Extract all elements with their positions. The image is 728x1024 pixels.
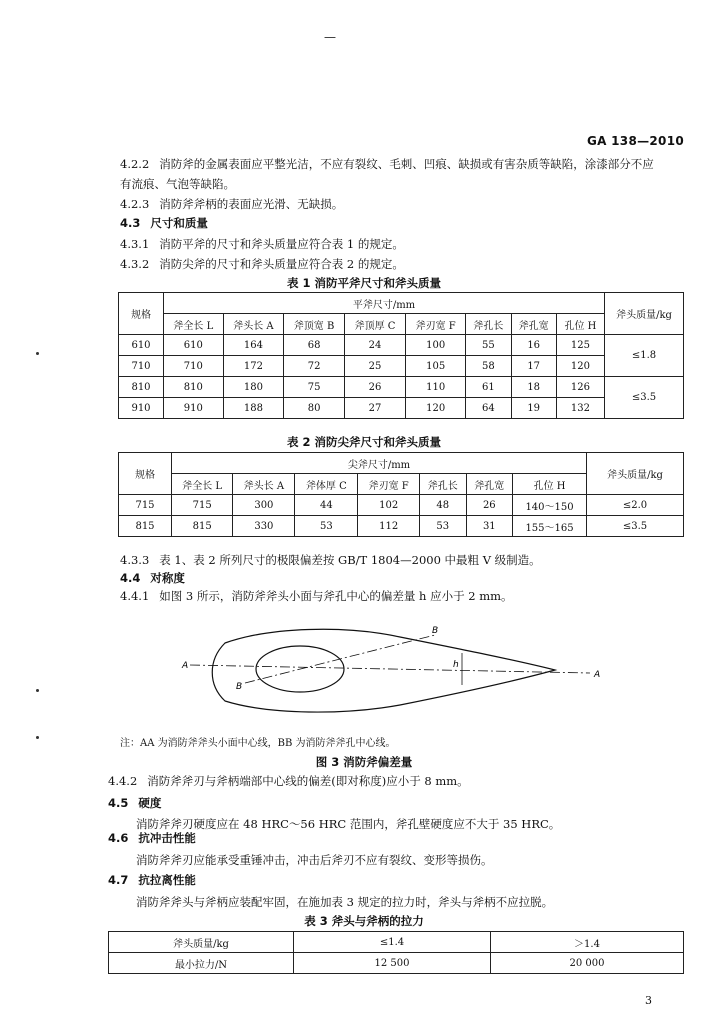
table-2-spec-header: 规格 [119,453,172,495]
figure-caption: 图 3 消防斧偏差量 [315,755,413,769]
table-1 [118,292,684,419]
label-b-left: B [236,682,243,692]
page-number: 3 [645,994,652,1007]
table-2-col-header: 孔位 H [513,474,587,495]
label-b-right: B [432,626,439,636]
axe-head-outline [212,629,555,712]
standard-number: GA 138—2010 [586,134,684,148]
table-2-cell: 300 [233,495,295,516]
table-1-cell: 26 [344,377,405,398]
clause-4-5-text: 消防斧斧刃硬度应在 48 HRC～56 HRC 范围内，斧孔壁硬度应不大于 35 HRC。 [136,817,561,831]
table-row [109,953,684,974]
table-2-cell: 112 [358,516,420,537]
table-row [119,398,684,419]
table-2-mass-header: 斧头质量/kg [587,453,684,495]
table-1-cell: 164 [223,335,284,356]
heading-4-7: 4.7 抗拉离性能 [108,873,196,887]
table-1-cell: 61 [466,377,511,398]
table-2-cell: 155～165 [513,516,587,537]
table-2-mass-cell: ≤3.5 [587,516,684,537]
table-1-caption: 表 1 消防平斧尺寸和斧头质量 [286,276,441,290]
clause-4-4-2: 4.4.2 消防斧斧刃与斧柄端部中心线的偏差(即对称度)应小于 8 mm。 [108,774,469,788]
table-1-cell: 64 [466,398,511,419]
table-3-cell: ＞1.4 [491,932,684,953]
table-2-caption: 表 2 消防尖斧尺寸和斧头质量 [286,435,441,449]
table-1-cell: 17 [511,356,556,377]
table-1-cell: 910 [119,398,164,419]
table-2-group-header: 尖斧尺寸/mm [172,453,587,474]
table-1-mass-cell: ≤3.5 [605,377,684,419]
label-h: h [453,660,459,670]
clause-4-2-3: 4.2.3 消防斧斧柄的表面应光滑、无缺损。 [120,197,344,211]
top-mark: — [324,30,336,44]
table-2-cell: 26 [466,495,513,516]
clause-4-7-text: 消防斧斧头与斧柄应装配牢固，在施加表 3 规定的拉力时，斧头与斧柄不应拉脱。 [136,895,554,909]
table-2-cell: 102 [358,495,420,516]
table-1-cell: 810 [119,377,164,398]
table-2-cell: 815 [172,516,233,537]
table-3-cell: 20 000 [491,953,684,974]
table-1-cell: 132 [556,398,604,419]
table-1-cell: 710 [119,356,164,377]
table-2-col-header: 斧全长 L [172,474,233,495]
table-2 [118,452,684,537]
table-1-cell: 18 [511,377,556,398]
table-2-cell: 31 [466,516,513,537]
table-1-cell: 180 [223,377,284,398]
table-1-cell: 126 [556,377,604,398]
table-1-cell: 55 [466,335,511,356]
table-1-cell: 910 [164,398,224,419]
table-3-label: 最小拉力/N [109,953,294,974]
table-1-cell: 172 [223,356,284,377]
figure-note: 注：AA 为消防斧斧头小面中心线，BB 为消防斧斧孔中心线。 [120,738,396,749]
heading-4-5: 4.5 硬度 [108,796,162,810]
table-1-col-header: 斧全长 L [164,314,224,335]
scan-speck [36,736,39,739]
table-2-cell: 53 [295,516,358,537]
table-3-label: 斧头质量/kg [109,932,294,953]
table-1-spec-header: 规格 [119,293,164,335]
table-2-cell: 44 [295,495,358,516]
table-1-col-header: 斧头长 A [223,314,284,335]
table-1-cell: 68 [284,335,345,356]
table-1-cell: 110 [406,377,466,398]
table-1-cell: 810 [164,377,224,398]
table-1-cell: 105 [406,356,466,377]
table-1-cell: 80 [284,398,345,419]
table-1-cell: 188 [223,398,284,419]
table-2-col-header: 斧孔长 [420,474,467,495]
clause-4-2-2-line-2: 有流痕、气泡等缺陷。 [120,177,235,191]
table-1-cell: 125 [556,335,604,356]
scan-speck [36,352,39,355]
table-row [109,932,684,953]
table-3-cell: ≤1.4 [294,932,491,953]
table-1-col-header: 孔位 H [556,314,604,335]
table-row [119,356,684,377]
clause-4-2-2-line-1: 4.2.2 消防斧的金属表面应平整光洁，不应有裂纹、毛刺、凹痕、缺损或有害杂质等缺陷，涂漆部分不应 [120,157,654,171]
table-1-col-header: 斧顶厚 C [344,314,405,335]
table-3-caption: 表 3 斧头与斧柄的拉力 [304,914,424,928]
table-1-cell: 610 [164,335,224,356]
center-line-aa [190,665,590,673]
table-2-cell: 140～150 [513,495,587,516]
table-2-col-header: 斧刃宽 F [358,474,420,495]
table-1-cell: 100 [406,335,466,356]
table-1-col-header: 斧孔长 [466,314,511,335]
table-1-cell: 58 [466,356,511,377]
table-1-mass-cell: ≤1.8 [605,335,684,377]
table-1-col-header: 斧刃宽 F [406,314,466,335]
table-1-cell: 27 [344,398,405,419]
table-1-cell: 25 [344,356,405,377]
clause-4-3-1: 4.3.1 消防平斧的尺寸和斧头质量应符合表 1 的规定。 [120,237,404,251]
label-a-right: A [594,670,601,680]
table-1-col-header: 斧孔宽 [511,314,556,335]
table-1-cell: 75 [284,377,345,398]
label-a-left: A [182,661,189,671]
table-2-cell: 715 [119,495,172,516]
table-2-mass-cell: ≤2.0 [587,495,684,516]
table-1-cell: 24 [344,335,405,356]
table-row [119,495,684,516]
table-1-cell: 710 [164,356,224,377]
table-row [119,516,684,537]
table-2-cell: 53 [420,516,467,537]
clause-4-3-2: 4.3.2 消防尖斧的尺寸和斧头质量应符合表 2 的规定。 [120,257,404,271]
axe-offset-figure [170,615,610,725]
table-row [119,377,684,398]
table-1-cell: 19 [511,398,556,419]
table-1-group-header: 平斧尺寸/mm [164,293,605,314]
table-2-cell: 330 [233,516,295,537]
heading-4-6: 4.6 抗冲击性能 [108,831,196,845]
clause-4-6-text: 消防斧斧刃应能承受重锤冲击，冲击后斧刃不应有裂纹、变形等损伤。 [136,853,493,867]
table-2-cell: 815 [119,516,172,537]
table-1-cell: 610 [119,335,164,356]
scan-speck [36,689,39,692]
table-1-col-header: 斧顶宽 B [284,314,345,335]
table-1-cell: 120 [406,398,466,419]
table-row [119,335,684,356]
clause-4-3-3: 4.3.3 表 1、表 2 所列尺寸的极限偏差按 GB/T 1804—2000 中最粗 V 级制造。 [120,553,541,567]
table-1-mass-header: 斧头质量/kg [605,293,684,335]
table-3 [108,931,684,974]
clause-4-4-1: 4.4.1 如图 3 所示，消防斧斧头小面与斧孔中心的偏差量 h 应小于 2 mm。 [120,589,513,603]
table-1-cell: 120 [556,356,604,377]
heading-4-3: 4.3 尺寸和质量 [120,216,208,230]
table-2-col-header: 斧体厚 C [295,474,358,495]
table-3-cell: 12 500 [294,953,491,974]
table-1-cell: 16 [511,335,556,356]
table-2-cell: 715 [172,495,233,516]
table-2-col-header: 斧孔宽 [466,474,513,495]
table-1-cell: 72 [284,356,345,377]
table-2-col-header: 斧头长 A [233,474,295,495]
table-2-cell: 48 [420,495,467,516]
heading-4-4: 4.4 对称度 [120,571,185,585]
center-line-bb [245,635,435,683]
